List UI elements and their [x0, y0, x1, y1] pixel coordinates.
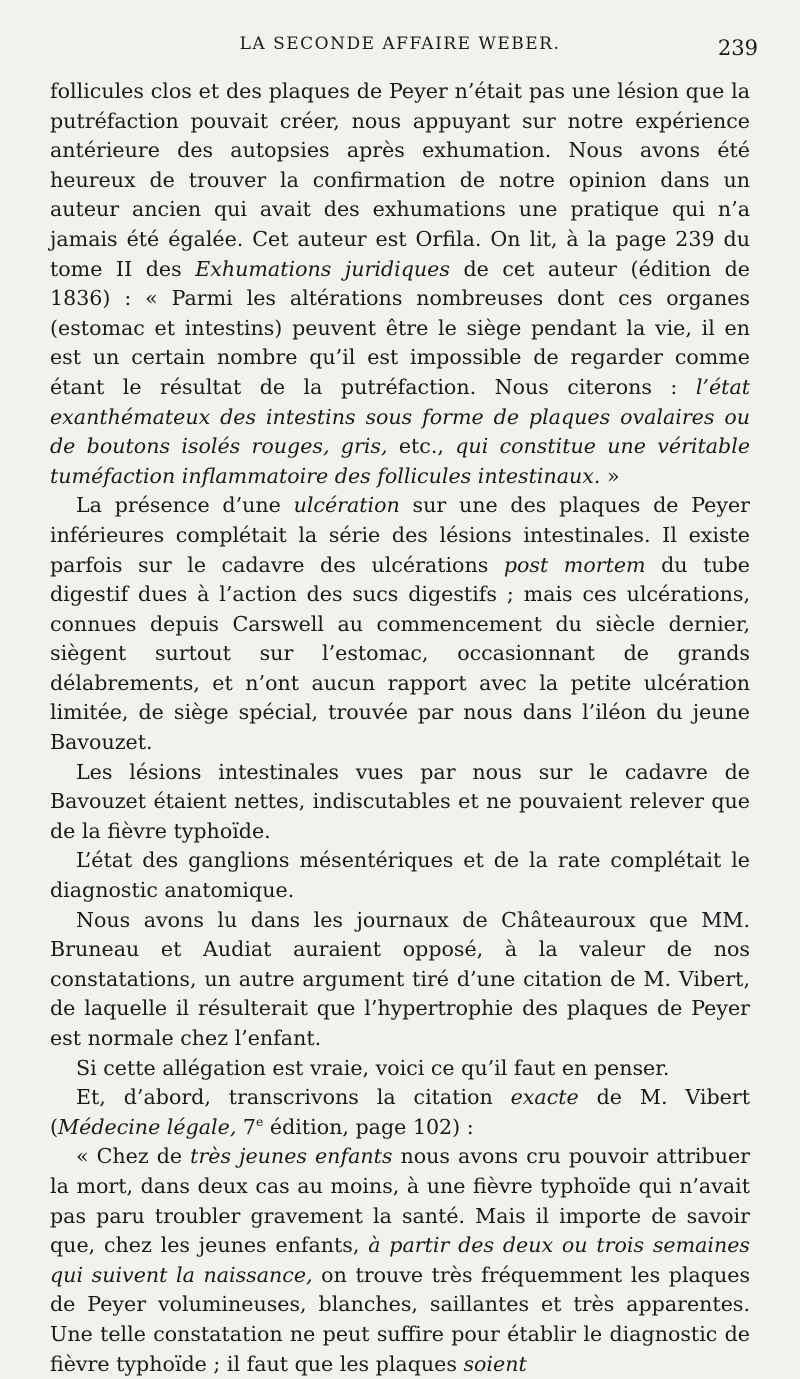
italic-text: Exhumations juridiques: [195, 256, 450, 281]
text-run: »: [600, 463, 620, 488]
paragraph: [50, 758, 750, 847]
body-text: [50, 77, 750, 1379]
paragraph: [50, 846, 750, 905]
text-run: La présence d’une: [76, 493, 294, 518]
text-run: Nous avons lu dans les journaux de Châteauroux que MM. Bruneau et Audiat auraient opposé, à la valeur de nos constatations, un autre argument tiré d’une citation de M. Vibert, de laquelle il résulterait que l’hypertrophie des plaques de Peyer est normale chez l’enfant.: [50, 907, 750, 1050]
text-run: on trouve très fréquemment les plaques de Peyer volumineuses, blanches, saillantes et très apparentes. Une telle constatation ne peut suffire pour établir le diagnostic de fièvre typhoïde ; il faut que les plaques: [50, 1262, 751, 1376]
text-run: Et, d’abord, transcrivons la citation: [76, 1085, 511, 1110]
paragraph: [50, 1083, 750, 1142]
italic-text: soient: [463, 1351, 527, 1376]
superscript: e: [256, 1114, 264, 1129]
text-run: « Chez de: [76, 1144, 191, 1169]
paragraph: [50, 906, 750, 1054]
text-run: sur une des plaques de Peyer inférieures complétait la série des lésions intestinales. Il existe parfois sur le cadavre des ulcérations: [50, 493, 750, 577]
page-header: [0, 34, 800, 64]
text-run: Si cette allégation est vraie, voici ce qu’il faut en penser.: [76, 1055, 670, 1080]
italic-text: à partir des deux ou trois semaines qui suivent la naissance,: [50, 1233, 750, 1287]
italic-text: ulcération: [293, 493, 400, 518]
italic-text: l’état exanthémateux des intestins sous forme de plaques ovalaires ou de boutons isolés rouges, gris,: [50, 374, 750, 459]
text-run: follicules clos et des plaques de Peyer n’était pas une lésion que la putréfaction pouvait créer, nous appuyant sur notre expérience antérieure des autopsies après exhumation. Nous avons été heureux de trouver la confirmation de notre opinion dans un auteur ancien qui avait des exhumations une pratique qui n’a jamais été égalée. Cet auteur est Orfila. On lit, à la page 239 du tome II des: [50, 79, 750, 281]
text-run: édition, page 102) :: [263, 1114, 474, 1139]
page-number: 239: [717, 36, 758, 60]
running-title: LA SECONDE AFFAIRE WEBER.: [239, 34, 561, 54]
italic-text: post mortem: [503, 552, 646, 577]
italic-text: qui constitue une véritable tuméfaction inflammatoire des follicules intestinaux.: [50, 434, 751, 488]
paragraph: [50, 491, 750, 757]
text-run: etc.,: [387, 434, 456, 459]
text-run: L’état des ganglions mésentériques et de la rate complétait le diagnostic anatomique.: [50, 848, 750, 903]
paragraph: [50, 77, 750, 491]
text-run: Les lésions intestinales vues par nous sur le cadavre de Bavouzet étaient nettes, indiscutables et ne pouvaient relever que de la fièvre typhoïde.: [50, 759, 750, 843]
paragraph: [50, 1054, 750, 1084]
italic-text: très jeunes enfants: [190, 1144, 393, 1169]
text-run: 7: [236, 1114, 257, 1139]
italic-text: Médecine légale,: [58, 1114, 237, 1139]
text-run: nous avons cru pouvoir attribuer la mort, dans deux cas au moins, à une fièvre typhoïde qui n’avait pas paru troubler gravement la santé. Mais il importe de savoir que, chez les jeunes enfants,: [50, 1144, 750, 1258]
text-run: du tube digestif dues à l’action des sucs digestifs ; mais ces ulcérations, connues depuis Carswell au commencement du siècle dernier, siègent surtout sur l’estomac, occasionnant de grands délabrements, et n’ont aucun rapport avec la petite ulcération limitée, de siège spécial, trouvée par nous dans l’iléon du jeune Bavouzet.: [50, 552, 750, 755]
text-run: de M. Vibert (: [50, 1085, 750, 1139]
paragraph: [50, 1142, 750, 1379]
italic-text: exacte: [510, 1085, 579, 1110]
text-run: de cet auteur (édition de 1836) : « Parmi les altérations nombreuses dont ces organes (estomac et intestins) peuvent être le siège pendant la vie, il en est un certain nombre qu’il est impossible de regarder comme étant le résultat de la putréfaction. Nous citerons :: [50, 256, 750, 399]
